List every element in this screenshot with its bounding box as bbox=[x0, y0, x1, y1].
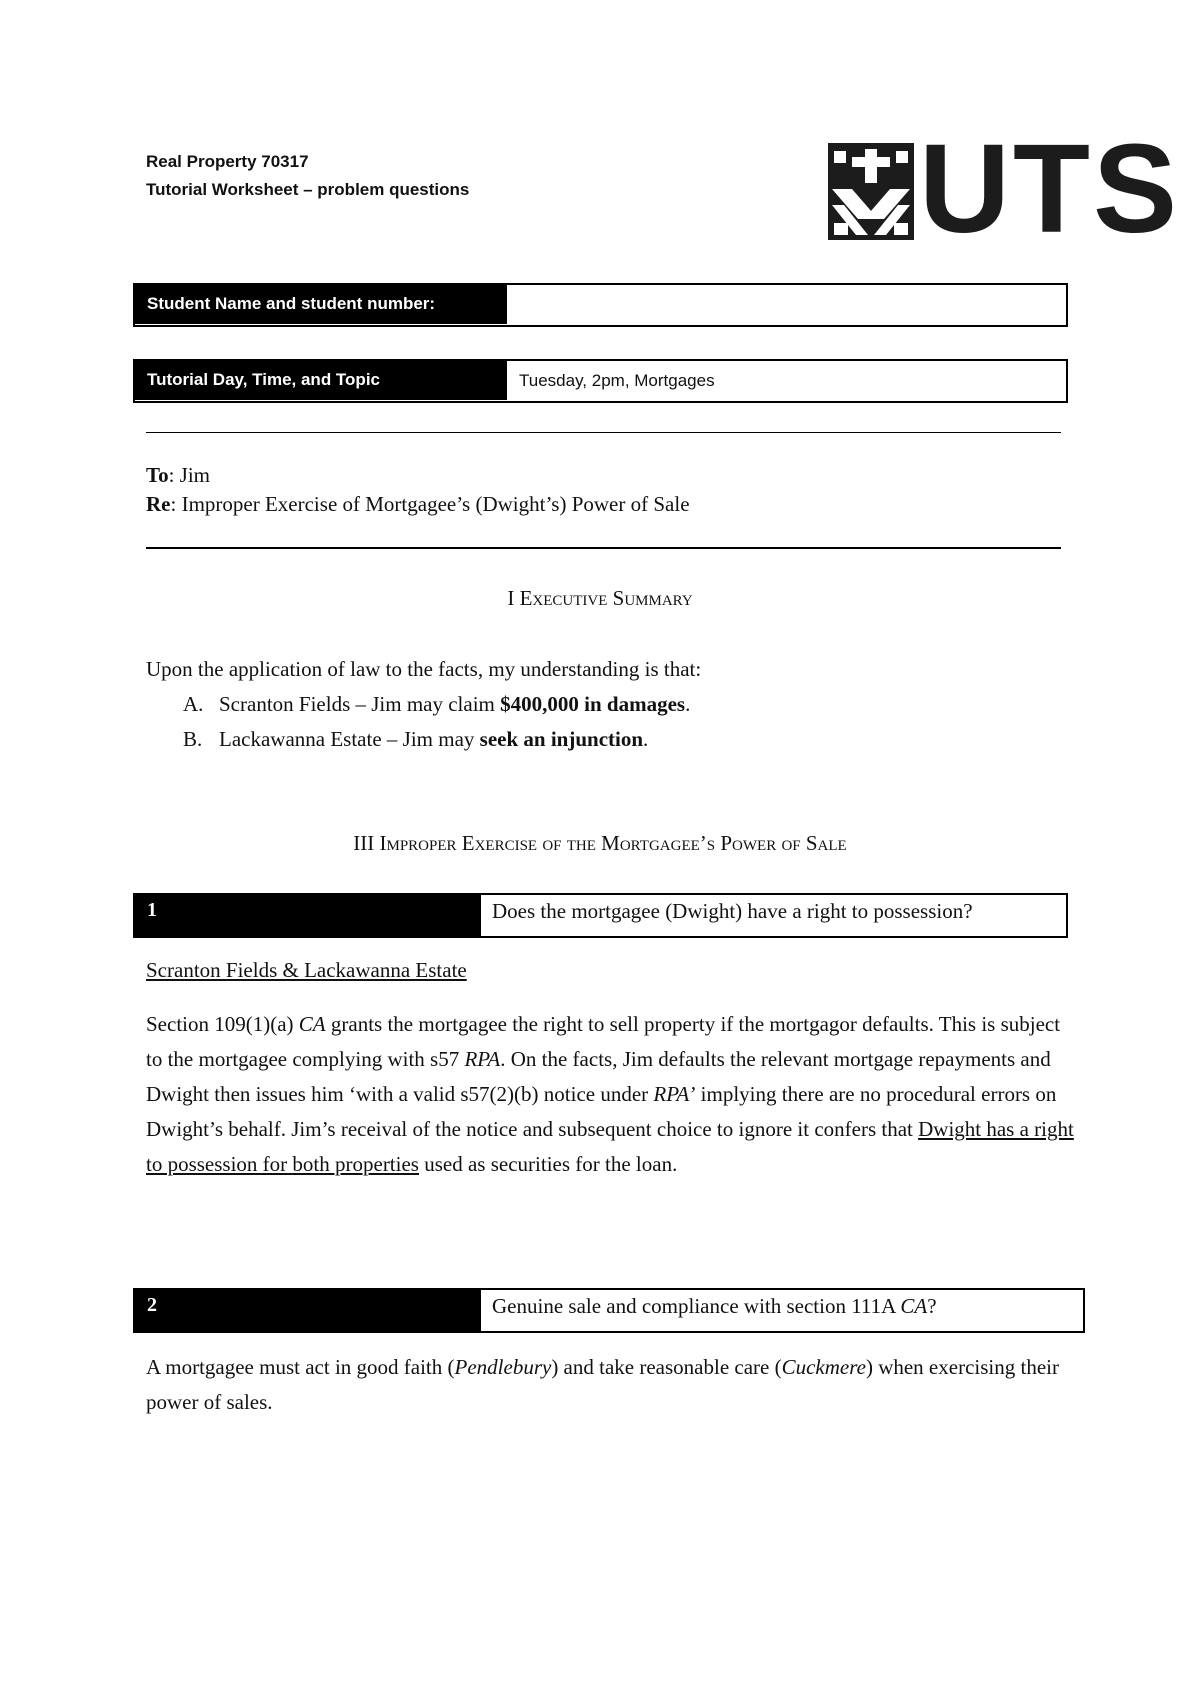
q1-text-3: . On the facts, Jim defaults the relevant mortgage repayments and Dwight then issues him ‘with a valid s57(2)(b) notice under bbox=[146, 1047, 1051, 1106]
memo-to bbox=[146, 461, 690, 490]
uts-crest-icon bbox=[828, 143, 914, 240]
list-end: . bbox=[685, 692, 691, 716]
memo-to-value: : Jim bbox=[168, 463, 211, 487]
list-text: Lackawanna Estate – Jim may bbox=[219, 727, 480, 751]
summary-item-b bbox=[183, 722, 690, 757]
course-header bbox=[146, 148, 469, 204]
q1-text-1: Section 109(1)(a) bbox=[146, 1012, 299, 1036]
list-text: Scranton Fields – Jim may claim bbox=[219, 692, 501, 716]
question-1-text: Does the mortgagee (Dwight) have a right to possession? bbox=[492, 899, 973, 923]
q1-text-4: implying there are no procedural errors on Dwight’s behalf. Jim’s receival of the notice and subsequent choice to ignore it confers that bbox=[146, 1082, 1057, 1141]
q2-question-end: ? bbox=[927, 1294, 937, 1318]
q1-text-5: used as securities for the loan. bbox=[418, 1152, 678, 1176]
question-1-number: 1 bbox=[135, 895, 481, 936]
tutorial-label: Tutorial Day, Time, and Topic bbox=[135, 360, 507, 400]
summary-intro: Upon the application of law to the facts, my understanding is that: bbox=[146, 657, 702, 681]
q1-paragraph bbox=[146, 1007, 1076, 1182]
q2-text-3: ) when exercising their power of sales. bbox=[146, 1355, 1059, 1414]
memo-to-label: To bbox=[146, 463, 169, 487]
q2-question-text: Genuine sale and compliance with section 111A bbox=[492, 1294, 901, 1318]
question-2-text bbox=[481, 1290, 1083, 1331]
worksheet-title: Tutorial Worksheet – problem questions bbox=[146, 180, 470, 199]
memo-block bbox=[146, 461, 690, 519]
list-bold: $400,000 in damages bbox=[500, 692, 686, 716]
uts-logo-text: UTS bbox=[919, 118, 1180, 259]
divider-bottom bbox=[146, 547, 1061, 549]
memo-re-label: Re bbox=[146, 492, 171, 516]
q2-paragraph bbox=[146, 1350, 1076, 1420]
student-name-row bbox=[133, 283, 1068, 327]
summary-list bbox=[183, 687, 690, 757]
q1-italic-3: RPA’ bbox=[653, 1082, 696, 1106]
question-1-row bbox=[133, 893, 1068, 938]
q2-text-2: ) and take reasonable care ( bbox=[551, 1355, 782, 1379]
list-bold: seek an injunction bbox=[479, 727, 644, 751]
list-marker: B. bbox=[183, 727, 203, 751]
question-2-number: 2 bbox=[135, 1290, 481, 1331]
uts-logo bbox=[828, 118, 1180, 259]
executive-summary-heading: I Executive Summary bbox=[507, 586, 693, 610]
q2-question-italic: CA bbox=[900, 1294, 928, 1318]
tutorial-row bbox=[133, 359, 1068, 403]
q1-text-2: grants the mortgagee the right to sell property if the mortgagor defaults. This is subject to the mortgagee complying with s57 bbox=[146, 1012, 1061, 1071]
memo-re bbox=[146, 490, 690, 519]
course-title: Real Property 70317 bbox=[146, 152, 309, 171]
student-name-label: Student Name and student number: bbox=[135, 284, 507, 324]
student-name-field[interactable] bbox=[507, 285, 1066, 325]
list-end: . bbox=[643, 727, 649, 751]
q1-underline: Dwight has a right to possession for both properties bbox=[146, 1117, 1074, 1176]
q2-italic-2: Cuckmere bbox=[781, 1355, 866, 1379]
question-2-row bbox=[133, 1288, 1085, 1333]
memo-re-value: : Improper Exercise of Mortgagee’s (Dwight’s) Power of Sale bbox=[170, 492, 690, 516]
q2-text-1: A mortgagee must act in good faith ( bbox=[146, 1355, 455, 1379]
divider-top bbox=[146, 432, 1061, 433]
q1-italic-2: RPA bbox=[464, 1047, 501, 1071]
q1-italic-1: CA bbox=[298, 1012, 326, 1036]
section-iii-heading: III Improper Exercise of the Mortgagee’s Power of Sale bbox=[353, 831, 847, 855]
q1-subheading: Scranton Fields & Lackawanna Estate bbox=[146, 958, 467, 982]
list-marker: A. bbox=[183, 692, 204, 716]
tutorial-field[interactable]: Tuesday, 2pm, Mortgages bbox=[519, 371, 715, 390]
q2-italic-1: Pendlebury bbox=[454, 1355, 552, 1379]
summary-item-a bbox=[183, 687, 690, 722]
